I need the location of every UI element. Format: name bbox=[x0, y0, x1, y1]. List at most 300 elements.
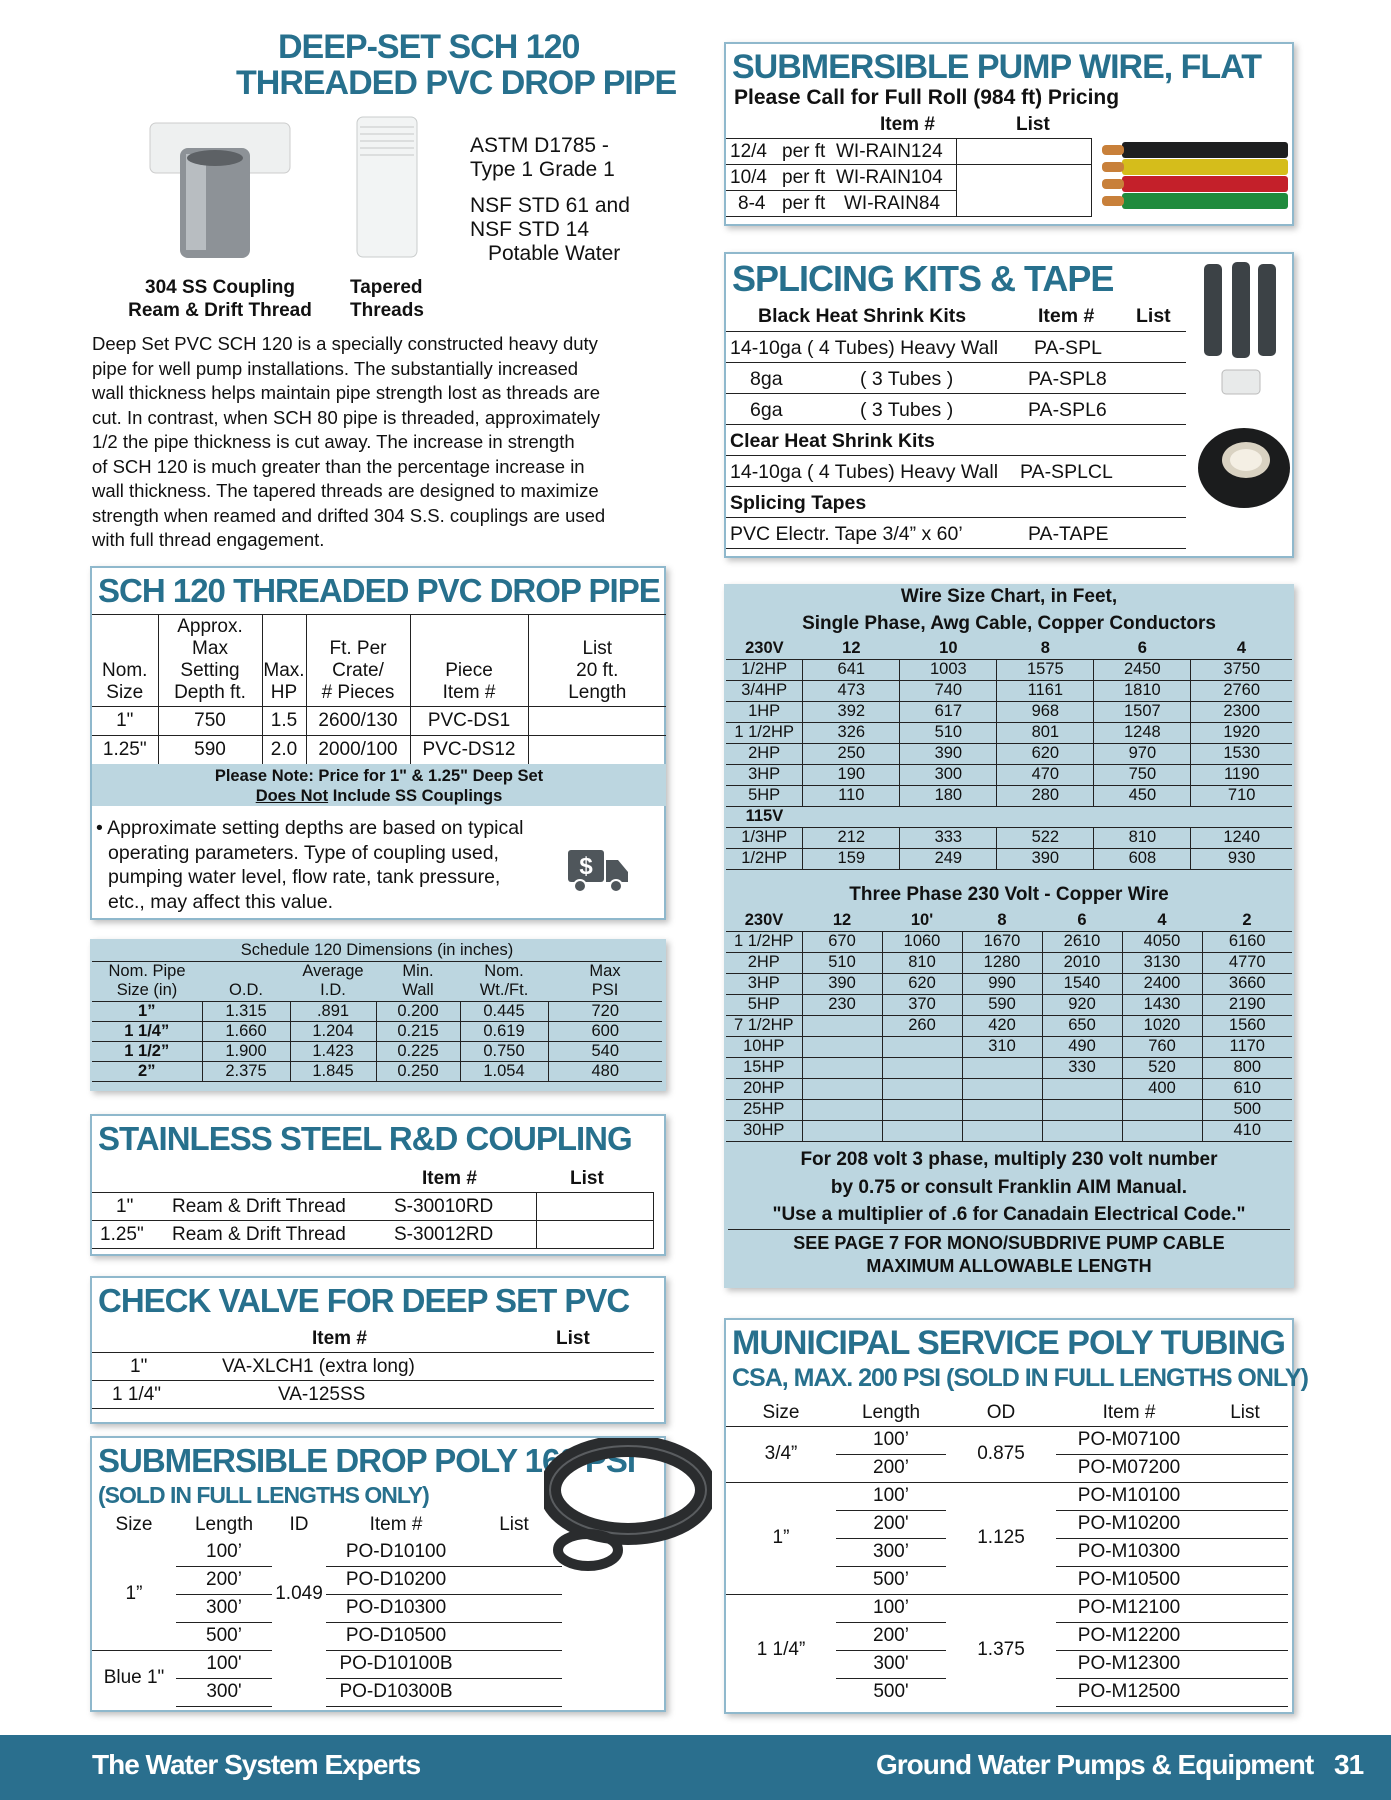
single-phase-row bbox=[726, 680, 1292, 701]
coupling-caption-line2: Ream & Drift Thread bbox=[128, 300, 312, 321]
three-phase-cell bbox=[962, 1120, 1042, 1141]
three-phase-row bbox=[726, 1099, 1292, 1120]
page-footer bbox=[0, 1735, 1391, 1800]
poly-coil-image bbox=[544, 1438, 712, 1588]
single-phase-cell: 190 bbox=[803, 764, 900, 785]
ss-cell: S-30010RD bbox=[394, 1193, 536, 1221]
single-phase-row bbox=[726, 848, 1292, 869]
splice-item: PA-SPL6 bbox=[1028, 399, 1107, 421]
three-phase-cell: 2HP bbox=[726, 952, 802, 973]
wire-cell: per ft bbox=[776, 191, 832, 217]
standards-text bbox=[470, 134, 630, 266]
price-note-line2 bbox=[92, 786, 666, 806]
three-phase-cell: 4770 bbox=[1202, 952, 1292, 973]
single-phase-cell: 1 1/2HP bbox=[726, 722, 803, 743]
drop-poly-header: Size bbox=[115, 1514, 153, 1535]
ss-coupling-table bbox=[92, 1192, 654, 1249]
drop-poly-box bbox=[90, 1436, 666, 1712]
sch120-header: List 20 ft. Length bbox=[528, 615, 666, 707]
footer-section: Ground Water Pumps & Equipment bbox=[876, 1749, 1314, 1780]
three-phase-cell: 800 bbox=[1202, 1057, 1292, 1078]
splice-header-list: List bbox=[1136, 305, 1171, 327]
single-phase-cell: 2HP bbox=[726, 743, 803, 764]
single-phase-row bbox=[726, 743, 1292, 764]
single-phase-cell: 470 bbox=[997, 764, 1094, 785]
drop-poly-item: PO-D10100 bbox=[326, 1538, 466, 1566]
bullet-line: etc., may affect this value. bbox=[108, 890, 334, 913]
dims-header: Min. bbox=[402, 961, 434, 980]
three-phase-row bbox=[726, 973, 1292, 994]
three-phase-cell bbox=[882, 1036, 962, 1057]
dims-cell: 1.900 bbox=[202, 1041, 290, 1061]
dims-cell: 0.225 bbox=[376, 1041, 460, 1061]
three-phase-cell: 8 bbox=[962, 910, 1042, 931]
municipal-box bbox=[724, 1318, 1308, 1714]
coupling-image bbox=[140, 118, 300, 268]
three-phase-cell: 410 bbox=[1202, 1120, 1292, 1141]
drop-poly-item: PO-D10200 bbox=[326, 1566, 466, 1594]
drop-poly-item: PO-D10500 bbox=[326, 1622, 466, 1650]
three-phase-row bbox=[726, 1057, 1292, 1078]
municipal-header: Length bbox=[861, 1401, 921, 1423]
dims-row bbox=[92, 1041, 662, 1061]
wire-chart-panel bbox=[724, 584, 1294, 1288]
single-phase-cell: 212 bbox=[803, 827, 900, 848]
deepset-description bbox=[92, 332, 605, 553]
three-phase-cell: 520 bbox=[1122, 1057, 1202, 1078]
cv-cell: 1" bbox=[130, 1355, 148, 1377]
single-phase-row bbox=[726, 764, 1292, 785]
municipal-list bbox=[1202, 1454, 1288, 1482]
drop-poly-length: 100' bbox=[176, 1650, 272, 1678]
sch120-cell: 750 bbox=[158, 707, 262, 736]
three-phase-cell: 6160 bbox=[1202, 931, 1292, 952]
single-phase-row bbox=[726, 701, 1292, 722]
sch120-cell: PVC-DS12 bbox=[410, 736, 528, 765]
single-phase-cell: 1161 bbox=[997, 680, 1094, 701]
single-phase-cell: 159 bbox=[803, 848, 900, 869]
three-phase-cell: 6 bbox=[1042, 910, 1122, 931]
municipal-item: PO-M12200 bbox=[1056, 1622, 1202, 1650]
three-phase-cell bbox=[882, 1057, 962, 1078]
splice-item: PA-SPL bbox=[1034, 337, 1102, 359]
three-phase-row bbox=[726, 1078, 1292, 1099]
single-phase-cell: 4 bbox=[1191, 638, 1292, 659]
splice-desc: 6ga bbox=[750, 399, 783, 421]
drop-poly-title: SUBMERSIBLE DROP POLY 160 PSI bbox=[98, 1442, 636, 1479]
municipal-length: 200’ bbox=[836, 1622, 946, 1650]
dims-cell: 1.423 bbox=[290, 1041, 376, 1061]
wire-cell bbox=[956, 165, 1092, 191]
splice-item: PA-TAPE bbox=[1028, 523, 1109, 545]
single-phase-row bbox=[726, 722, 1292, 743]
ss-cell bbox=[536, 1193, 654, 1221]
three-phase-table bbox=[726, 910, 1292, 1142]
dims-header: O.D. bbox=[202, 981, 290, 1001]
voltage-label: 115V bbox=[726, 806, 803, 827]
check-valve-box bbox=[90, 1276, 666, 1424]
dims-cell: 2.375 bbox=[202, 1061, 290, 1081]
three-phase-cell: 370 bbox=[882, 994, 962, 1015]
wire-chart-title-2: Single Phase, Awg Cable, Copper Conductors bbox=[802, 613, 1216, 634]
municipal-length: 500’ bbox=[836, 1566, 946, 1594]
standard-nsf-3: Potable Water bbox=[488, 242, 621, 265]
splice-row bbox=[726, 394, 1186, 425]
three-phase-cell: 4050 bbox=[1122, 931, 1202, 952]
three-phase-cell bbox=[802, 1015, 882, 1036]
dims-cell: 1.660 bbox=[202, 1021, 290, 1041]
wire-title: SUBMERSIBLE PUMP WIRE, FLAT bbox=[732, 48, 1261, 86]
description-line: wall thickness helps maintain pipe strength lost as threads are bbox=[92, 382, 600, 403]
single-phase-cell: 2760 bbox=[1191, 680, 1292, 701]
three-phase-cell: 810 bbox=[882, 952, 962, 973]
three-phase-cell: 5HP bbox=[726, 994, 802, 1015]
drop-poly-list bbox=[466, 1622, 562, 1650]
ss-cell: Ream & Drift Thread bbox=[172, 1193, 394, 1221]
three-phase-cell bbox=[1122, 1099, 1202, 1120]
three-phase-cell: 15HP bbox=[726, 1057, 802, 1078]
municipal-list bbox=[1202, 1510, 1288, 1538]
drop-poly-header: ID bbox=[289, 1514, 309, 1535]
municipal-item: PO-M12300 bbox=[1056, 1650, 1202, 1678]
single-phase-cell: 230V bbox=[726, 638, 803, 659]
three-phase-cell: 1020 bbox=[1122, 1015, 1202, 1036]
municipal-list bbox=[1202, 1566, 1288, 1594]
dims-header: Max bbox=[589, 961, 621, 980]
single-phase-cell: 968 bbox=[997, 701, 1094, 722]
dims-cell: 2” bbox=[92, 1061, 202, 1081]
municipal-table bbox=[726, 1400, 1288, 1707]
single-phase-row bbox=[726, 785, 1292, 806]
splice-subheader bbox=[726, 487, 1186, 518]
three-phase-cell: 12 bbox=[802, 910, 882, 931]
dims-table bbox=[92, 941, 662, 1082]
dims-cell: 600 bbox=[548, 1021, 662, 1041]
three-phase-cell: 490 bbox=[1042, 1036, 1122, 1057]
dims-cell: 1.204 bbox=[290, 1021, 376, 1041]
dims-cell: 0.200 bbox=[376, 1001, 460, 1021]
three-phase-cell bbox=[1042, 1078, 1122, 1099]
ss-coupling-box bbox=[90, 1114, 666, 1256]
dims-row bbox=[92, 1061, 662, 1081]
drop-poly-size: Blue 1" bbox=[103, 1667, 165, 1689]
splice-header-item: Item # bbox=[1038, 305, 1095, 327]
cv-cell bbox=[522, 1381, 654, 1409]
municipal-item: PO-M10100 bbox=[1056, 1482, 1202, 1510]
cv-cell: VA-XLCH1 (extra long) bbox=[222, 1355, 415, 1377]
single-phase-cell: 249 bbox=[900, 848, 997, 869]
description-line: of SCH 120 is much greater than the percentage increase in bbox=[92, 455, 585, 477]
dims-header: Nom. Pipe bbox=[108, 961, 186, 980]
tapered-caption-line1: Tapered bbox=[350, 277, 423, 298]
drop-poly-length: 100’ bbox=[176, 1538, 272, 1566]
sch120-table bbox=[92, 614, 666, 765]
wire-box bbox=[724, 42, 1294, 226]
splice-item: PA-SPLCL bbox=[1020, 461, 1113, 483]
dims-cell: 480 bbox=[548, 1061, 662, 1081]
sch120-header: Ft. Per Crate/ # Pieces bbox=[306, 615, 410, 707]
three-phase-row bbox=[726, 910, 1292, 931]
municipal-list bbox=[1202, 1482, 1288, 1510]
page-number: 31 bbox=[1334, 1749, 1364, 1780]
three-phase-cell: 500 bbox=[1202, 1099, 1292, 1120]
price-note-line1: Please Note: Price for 1" & 1.25" Deep Set bbox=[214, 767, 544, 785]
three-phase-cell bbox=[802, 1036, 882, 1057]
wire-cell bbox=[956, 139, 1092, 165]
bullet-line: • Approximate setting depths are based on typical bbox=[96, 817, 524, 839]
splice-desc: 8ga bbox=[750, 368, 783, 390]
description-line: 1/2 the pipe thickness is cut away. The increase in strength bbox=[92, 431, 575, 452]
municipal-item: PO-M10300 bbox=[1056, 1538, 1202, 1566]
municipal-header: Item # bbox=[1102, 1401, 1156, 1423]
wire-subtitle: Please Call for Full Roll (984 ft) Pricing bbox=[734, 86, 1120, 109]
single-phase-cell: 180 bbox=[900, 785, 997, 806]
splice-header-black: Black Heat Shrink Kits bbox=[758, 305, 967, 327]
municipal-length: 300’ bbox=[836, 1538, 946, 1566]
ss-coupling-title: STAINLESS STEEL R&D COUPLING bbox=[98, 1120, 632, 1157]
three-phase-cell bbox=[802, 1078, 882, 1099]
footer-tagline: The Water System Experts bbox=[92, 1749, 421, 1780]
three-phase-cell: 1 1/2HP bbox=[726, 931, 802, 952]
drop-poly-item: PO-D10300B bbox=[326, 1678, 466, 1706]
three-phase-cell bbox=[802, 1057, 882, 1078]
municipal-item: PO-M12500 bbox=[1056, 1678, 1202, 1706]
three-phase-row bbox=[726, 994, 1292, 1015]
splice-item: PA-SPL8 bbox=[1028, 368, 1107, 390]
three-phase-cell: 3130 bbox=[1122, 952, 1202, 973]
single-phase-row bbox=[726, 638, 1292, 659]
municipal-item: PO-M10500 bbox=[1056, 1566, 1202, 1594]
check-valve-header-item: Item # bbox=[312, 1328, 367, 1349]
municipal-length: 500' bbox=[836, 1678, 946, 1706]
cv-cell bbox=[522, 1353, 654, 1381]
single-phase-cell: 1240 bbox=[1191, 827, 1292, 848]
splice-row bbox=[726, 332, 1186, 363]
single-phase-table bbox=[726, 638, 1292, 870]
three-phase-cell: 670 bbox=[802, 931, 882, 952]
municipal-length: 300' bbox=[836, 1650, 946, 1678]
single-phase-cell: 510 bbox=[900, 722, 997, 743]
splice-row bbox=[726, 518, 1186, 549]
municipal-header: List bbox=[1230, 1401, 1260, 1423]
splice-desc: PVC Electr. Tape 3/4” x 60’ bbox=[730, 523, 963, 545]
description-line: wall thickness. The tapered threads are designed to maximize bbox=[92, 480, 599, 501]
wire-note-line: by 0.75 or consult Franklin AIM Manual. bbox=[830, 1176, 1188, 1198]
description-line: with full thread engagement. bbox=[92, 529, 325, 550]
single-phase-cell: 710 bbox=[1191, 785, 1292, 806]
three-phase-cell: 20HP bbox=[726, 1078, 802, 1099]
single-phase-cell: 1530 bbox=[1191, 743, 1292, 764]
drop-poly-id: 1.049 bbox=[275, 1583, 323, 1604]
bullet-line: operating parameters. Type of coupling used, bbox=[108, 841, 499, 864]
three-phase-cell bbox=[882, 1120, 962, 1141]
single-phase-cell: 450 bbox=[1094, 785, 1191, 806]
municipal-length: 200' bbox=[836, 1510, 946, 1538]
single-phase-cell: 2300 bbox=[1191, 701, 1292, 722]
dims-title: Schedule 120 Dimensions (in inches) bbox=[92, 941, 662, 961]
three-phase-cell bbox=[1042, 1120, 1122, 1141]
dims-row bbox=[92, 1021, 662, 1041]
single-phase-cell: 473 bbox=[803, 680, 900, 701]
three-phase-cell: 1560 bbox=[1202, 1015, 1292, 1036]
drop-poly-length: 300’ bbox=[176, 1594, 272, 1622]
municipal-od: 0.875 bbox=[946, 1426, 1056, 1482]
three-phase-row bbox=[726, 1036, 1292, 1057]
wire-chart-see-page bbox=[724, 1232, 1294, 1278]
municipal-header: Size bbox=[762, 1401, 800, 1423]
coupling-caption-line1: 304 SS Coupling bbox=[145, 277, 295, 298]
three-phase-title: Three Phase 230 Volt - Copper Wire bbox=[849, 884, 1169, 905]
three-phase-row bbox=[726, 1015, 1292, 1036]
single-phase-cell: 750 bbox=[1094, 764, 1191, 785]
splice-table bbox=[726, 302, 1186, 549]
wire-cell: per ft bbox=[776, 139, 832, 165]
drop-poly-header: Item # bbox=[369, 1514, 423, 1535]
municipal-length: 100’ bbox=[836, 1482, 946, 1510]
wire-chart-notes bbox=[724, 1146, 1294, 1230]
dims-cell: 0.215 bbox=[376, 1021, 460, 1041]
three-phase-cell: 1280 bbox=[962, 952, 1042, 973]
three-phase-cell: 1170 bbox=[1202, 1036, 1292, 1057]
drop-poly-list bbox=[466, 1538, 562, 1566]
sch120-cell: 1" bbox=[92, 707, 158, 736]
single-phase-cell: 110 bbox=[803, 785, 900, 806]
single-phase-cell: 620 bbox=[997, 743, 1094, 764]
single-phase-cell: 3750 bbox=[1191, 659, 1292, 680]
municipal-length: 100’ bbox=[836, 1594, 946, 1622]
drop-poly-list bbox=[466, 1650, 562, 1678]
municipal-item: PO-M07100 bbox=[1056, 1426, 1202, 1454]
dims-header: Nom. bbox=[484, 961, 524, 980]
sch120-header: Nom. Size bbox=[92, 615, 158, 707]
drop-poly-table bbox=[92, 1512, 562, 1707]
drop-poly-length: 300' bbox=[176, 1678, 272, 1706]
splice-subheader bbox=[726, 425, 1186, 456]
description-line: pipe for well pump installations. The substantially increased bbox=[92, 357, 579, 379]
drop-poly-id bbox=[272, 1650, 326, 1706]
dims-cell: .891 bbox=[290, 1001, 376, 1021]
three-phase-cell bbox=[802, 1120, 882, 1141]
dims-cell: 0.750 bbox=[460, 1041, 548, 1061]
ss-cell: 1" bbox=[92, 1193, 172, 1221]
three-phase-row bbox=[726, 1120, 1292, 1141]
drop-poly-item: PO-D10100B bbox=[326, 1650, 466, 1678]
single-phase-cell: 810 bbox=[1094, 827, 1191, 848]
three-phase-cell: 1670 bbox=[962, 931, 1042, 952]
price-note-emphasis: Does Not bbox=[255, 787, 329, 805]
single-phase-cell: 5HP bbox=[726, 785, 803, 806]
single-phase-cell: 608 bbox=[1094, 848, 1191, 869]
splice-desc-tubes: ( 3 Tubes ) bbox=[860, 368, 954, 390]
splice-subheader-clear: Clear Heat Shrink Kits bbox=[730, 430, 935, 452]
single-phase-cell: 3HP bbox=[726, 764, 803, 785]
three-phase-cell: 30HP bbox=[726, 1120, 802, 1141]
municipal-subtitle: CSA, MAX. 200 PSI (SOLD IN FULL LENGTHS ONLY) bbox=[732, 1364, 1308, 1392]
three-phase-cell: 760 bbox=[1122, 1036, 1202, 1057]
single-phase-cell: 2450 bbox=[1094, 659, 1191, 680]
description-line: Deep Set PVC SCH 120 is a specially constructed heavy duty bbox=[92, 333, 598, 354]
drop-poly-list bbox=[466, 1678, 562, 1706]
bullet-line: pumping water level, flow rate, tank pressure, bbox=[108, 866, 501, 888]
splice-desc: 14-10ga ( 4 Tubes) Heavy Wall bbox=[730, 461, 999, 483]
three-phase-cell: 3HP bbox=[726, 973, 802, 994]
sch120-cell bbox=[528, 736, 666, 765]
single-phase-cell: 1920 bbox=[1191, 722, 1292, 743]
standard-astm-2: Type 1 Grade 1 bbox=[470, 158, 615, 181]
price-note-rest: Include SS Couplings bbox=[328, 787, 503, 805]
single-phase-cell: 390 bbox=[997, 848, 1094, 869]
see-page-line: MAXIMUM ALLOWABLE LENGTH bbox=[866, 1256, 1152, 1276]
drop-poly-list bbox=[466, 1594, 562, 1622]
drop-poly-subtitle: (SOLD IN FULL LENGTHS ONLY) bbox=[98, 1482, 429, 1508]
municipal-row bbox=[726, 1594, 1288, 1622]
drop-poly-size: 1” bbox=[92, 1538, 176, 1650]
tapered-threads-image bbox=[352, 112, 432, 262]
wire-cell: 10/4 bbox=[726, 165, 776, 191]
three-phase-cell: 400 bbox=[1122, 1078, 1202, 1099]
dims-cell: 540 bbox=[548, 1041, 662, 1061]
three-phase-cell: 10HP bbox=[726, 1036, 802, 1057]
splice-desc: 14-10ga ( 4 Tubes) Heavy Wall bbox=[730, 337, 999, 359]
splice-row bbox=[726, 363, 1186, 394]
municipal-list bbox=[1202, 1426, 1288, 1454]
single-phase-cell: 280 bbox=[997, 785, 1094, 806]
municipal-row bbox=[726, 1426, 1288, 1454]
splice-desc-tubes: ( 3 Tubes ) bbox=[860, 399, 954, 421]
dims-cell: 0.250 bbox=[376, 1061, 460, 1081]
three-phase-cell: 260 bbox=[882, 1015, 962, 1036]
wire-table bbox=[726, 138, 1092, 217]
three-phase-cell: 230 bbox=[802, 994, 882, 1015]
municipal-list bbox=[1202, 1538, 1288, 1566]
wire-note-line: For 208 volt 3 phase, multiply 230 volt number bbox=[800, 1149, 1218, 1170]
single-phase-cell: 390 bbox=[900, 743, 997, 764]
wire-cell: per ft bbox=[776, 165, 832, 191]
single-phase-cell: 10 bbox=[900, 638, 997, 659]
three-phase-cell: 310 bbox=[962, 1036, 1042, 1057]
sch120-bullet bbox=[96, 816, 523, 914]
ss-coupling-header-item: Item # bbox=[422, 1168, 477, 1189]
three-phase-cell: 1060 bbox=[882, 931, 962, 952]
tapered-caption bbox=[350, 276, 424, 322]
sch120-title: SCH 120 THREADED PVC DROP PIPE bbox=[98, 572, 660, 609]
drop-poly-header: Length bbox=[194, 1514, 254, 1535]
wire-header-list: List bbox=[1016, 114, 1050, 135]
electrical-tape-image bbox=[1194, 418, 1294, 518]
ss-cell bbox=[536, 1221, 654, 1249]
ss-cell: Ream & Drift Thread bbox=[172, 1221, 394, 1249]
dims-row bbox=[92, 1001, 662, 1021]
three-phase-row bbox=[726, 931, 1292, 952]
description-line: cut. In contrast, when SCH 80 pipe is threaded, approximately bbox=[92, 406, 600, 428]
three-phase-cell: 10' bbox=[882, 910, 962, 931]
sch120-cell: PVC-DS1 bbox=[410, 707, 528, 736]
single-phase-cell: 1190 bbox=[1191, 764, 1292, 785]
single-phase-cell: 326 bbox=[803, 722, 900, 743]
check-valve-header-list: List bbox=[556, 1328, 590, 1349]
drop-poly-row bbox=[92, 1538, 562, 1566]
coupling-caption bbox=[120, 276, 320, 322]
cv-cell: 1 1/4" bbox=[112, 1383, 162, 1405]
sch120-cell: 2.0 bbox=[262, 736, 306, 765]
drop-poly-length: 500’ bbox=[176, 1622, 272, 1650]
description-line: strength when reamed and drifted 304 S.S. couplings are used bbox=[92, 504, 606, 526]
three-phase-cell bbox=[962, 1057, 1042, 1078]
single-phase-cell: 8 bbox=[997, 638, 1094, 659]
deepset-title-2: THREADED PVC DROP PIPE bbox=[236, 64, 677, 102]
three-phase-cell: 4 bbox=[1122, 910, 1202, 931]
municipal-od: 1.375 bbox=[946, 1594, 1056, 1706]
